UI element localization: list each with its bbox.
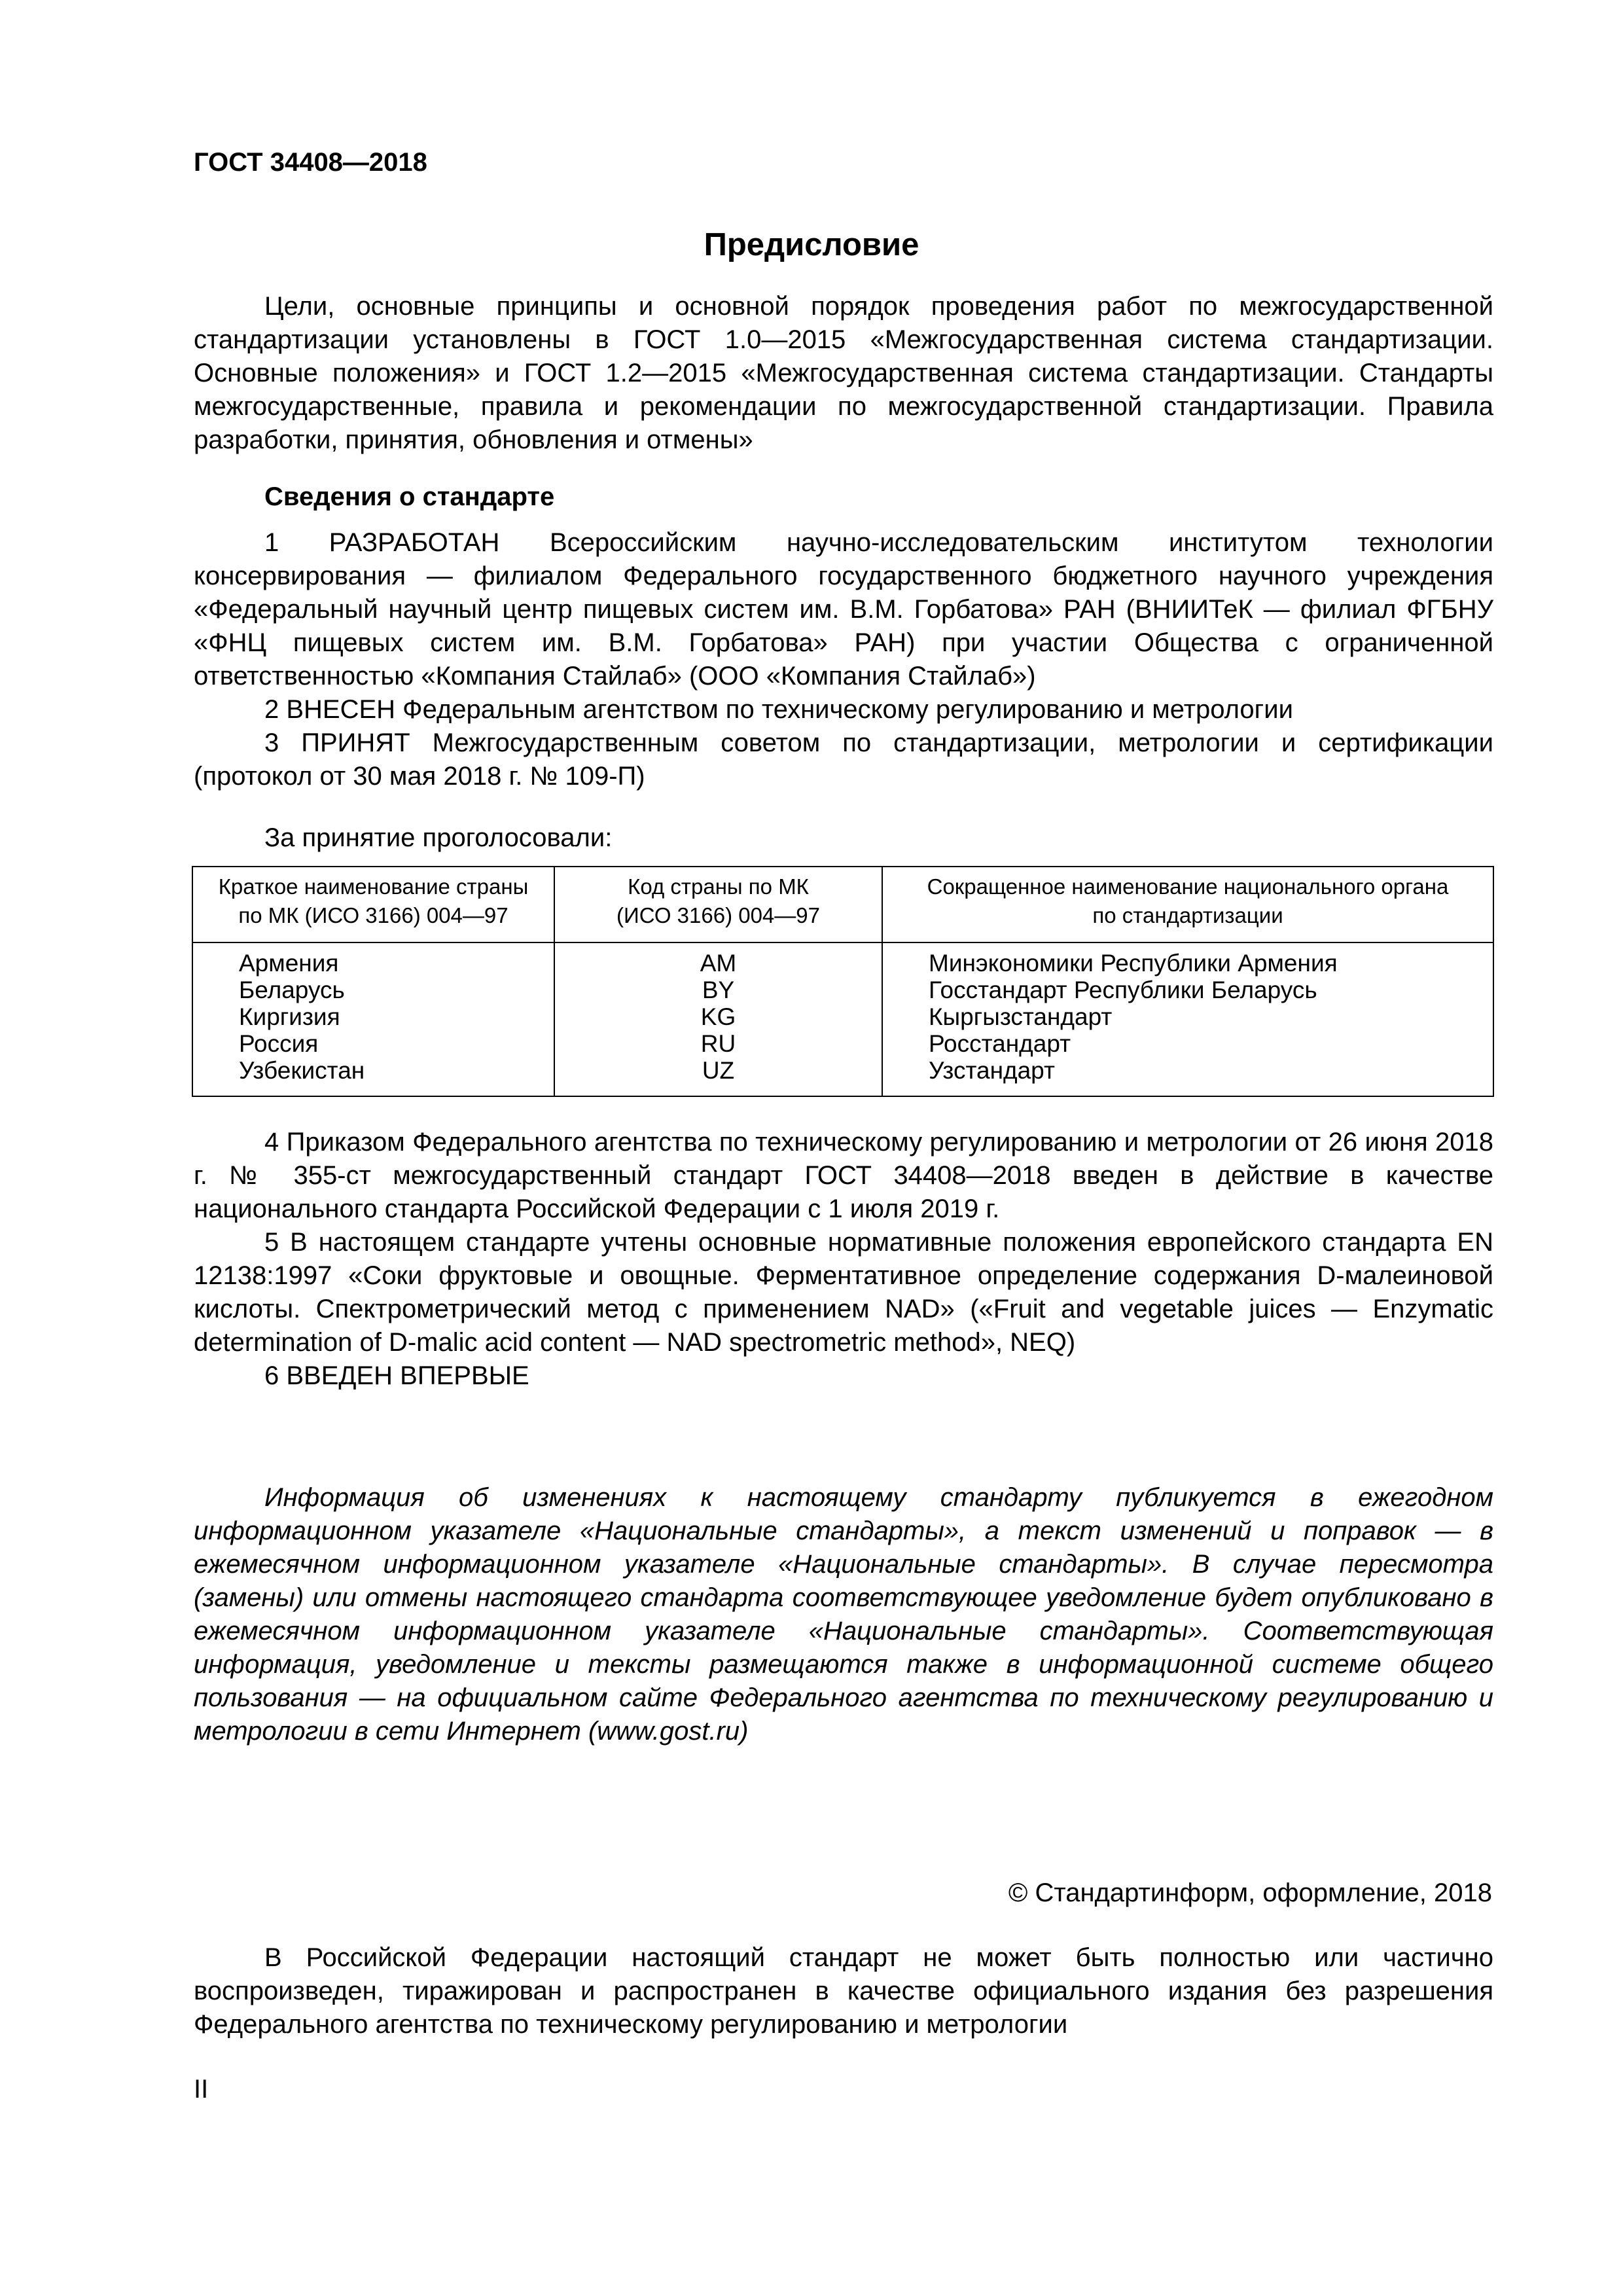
country-cell: Армения Беларусь Киргизия Россия Узбекистан bbox=[192, 942, 554, 1096]
voted-label: За принятие проголосовали: bbox=[264, 823, 613, 852]
list-item: 6 ВВЕДЕН ВПЕРВЫЕ bbox=[264, 1361, 529, 1390]
page-number: II bbox=[194, 2075, 209, 2104]
list-item: 5 В настоящем стандарте учтены основные нормативные положения европейского стандарта EN 12138:1997 «Соки фруктовые и овощные. Ферментативное определение содержания D-малеиновой кислоты. Спектрометрический метод с применением NAD» («Fruit and vegetable juices — Enzymatic determination of D-malic acid content — NAD spectrometric method», NEQ) bbox=[194, 1228, 1493, 1357]
body-cell: Минэкономики Республики Армения Госстандарт Республики Беларусь Кыргызстандарт Росстандарт Узстандарт bbox=[882, 942, 1493, 1096]
standard-info-list-continued bbox=[194, 1126, 1493, 1393]
copyright-line: © Стандартинформ, оформление, 2018 bbox=[1008, 1878, 1492, 1907]
preface-paragraph bbox=[194, 290, 1493, 457]
code-cell: AM BY KG RU UZ bbox=[554, 942, 882, 1096]
table-header-row bbox=[192, 867, 1493, 942]
reproduction-notice bbox=[194, 1941, 1493, 2041]
preface-text: Цели, основные принципы и основной порядок проведения работ по межгосударственной стандартизации установлены в ГОСТ 1.0—2015 «Межгосударственная система стандартизации. Основные положения» и ГОСТ 1.2—2015 «Межгосударственная система стандартизации. Стандарты межгосударственные, правила и рекомендации по межгосударственной стандартизации. Правила разработки, принятия, обновления и отмены» bbox=[194, 292, 1493, 454]
list-item: 4 Приказом Федерального агентства по техническому регулированию и метрологии от 26 июня 2018 г. № 355-ст межгосударственный стандарт ГОСТ 34408—2018 введен в действие в качестве национального стандарта Российской Федерации с 1 июля 2019 г. bbox=[194, 1128, 1493, 1223]
standard-info-list bbox=[194, 526, 1493, 793]
column-header-country: Краткое наименование страны по МК (ИСО 3166) 004—97 bbox=[192, 867, 554, 942]
list-item: 2 ВНЕСЕН Федеральным агентством по техническому регулированию и метрологии bbox=[264, 695, 1293, 724]
reproduction-notice-text: В Российской Федерации настоящий стандарт не может быть полностью или частично воспроизведен, тиражирован и распространен в качестве официального издания без разрешения Федерального агентства по техническому регулированию и метрологии bbox=[194, 1943, 1493, 2039]
info-notice bbox=[194, 1481, 1493, 1748]
list-item: 3 ПРИНЯТ Межгосударственным советом по стандартизации, метрологии и сертификации (протокол от 30 мая 2018 г. № 109-П) bbox=[194, 728, 1493, 791]
table-row bbox=[192, 942, 1493, 1096]
column-header-body: Сокращенное наименование национального органа по стандартизации bbox=[882, 867, 1493, 942]
info-notice-text: Информация об изменениях к настоящему стандарту публикуется в ежегодном информационном указателе «Национальные стандарты», а текст изменений и поправок — в ежемесячном информационном указателе «Национальные стандарты». В случае пересмотра (замены) или отмены настоящего стандарта соответствующее уведомление будет опубликовано в ежемесячном информационном указателе «Национальные стандарты». Соответствующая информация, уведомление и тексты размещаются также в информационной системе общего пользования — на официальном сайте Федерального агентства по техническому регулированию и метрологии в сети Интернет (www.gost.ru) bbox=[194, 1483, 1493, 1746]
page-title: Предисловие bbox=[704, 227, 919, 262]
column-header-code: Код страны по МК (ИСО 3166) 004—97 bbox=[554, 867, 882, 942]
document-code: ГОСТ 34408—2018 bbox=[194, 148, 427, 177]
votes-table bbox=[192, 866, 1494, 1097]
svedeniya-heading: Сведения о стандарте bbox=[264, 482, 555, 511]
list-item: 1 РАЗРАБОТАН Всероссийским научно-исследовательским институтом технологии консервирования — филиалом Федерального государственного бюджетного научного учреждения «Федеральный научный центр пищевых систем им. В.М. Горбатова» РАН (ВНИИТеК — филиал ФГБНУ «ФНЦ пищевых систем им. В.М. Горбатова» РАН) при участии Общества с ограниченной ответственностью «Компания Стайлаб» (ООО «Компания Стайлаб») bbox=[194, 528, 1493, 691]
